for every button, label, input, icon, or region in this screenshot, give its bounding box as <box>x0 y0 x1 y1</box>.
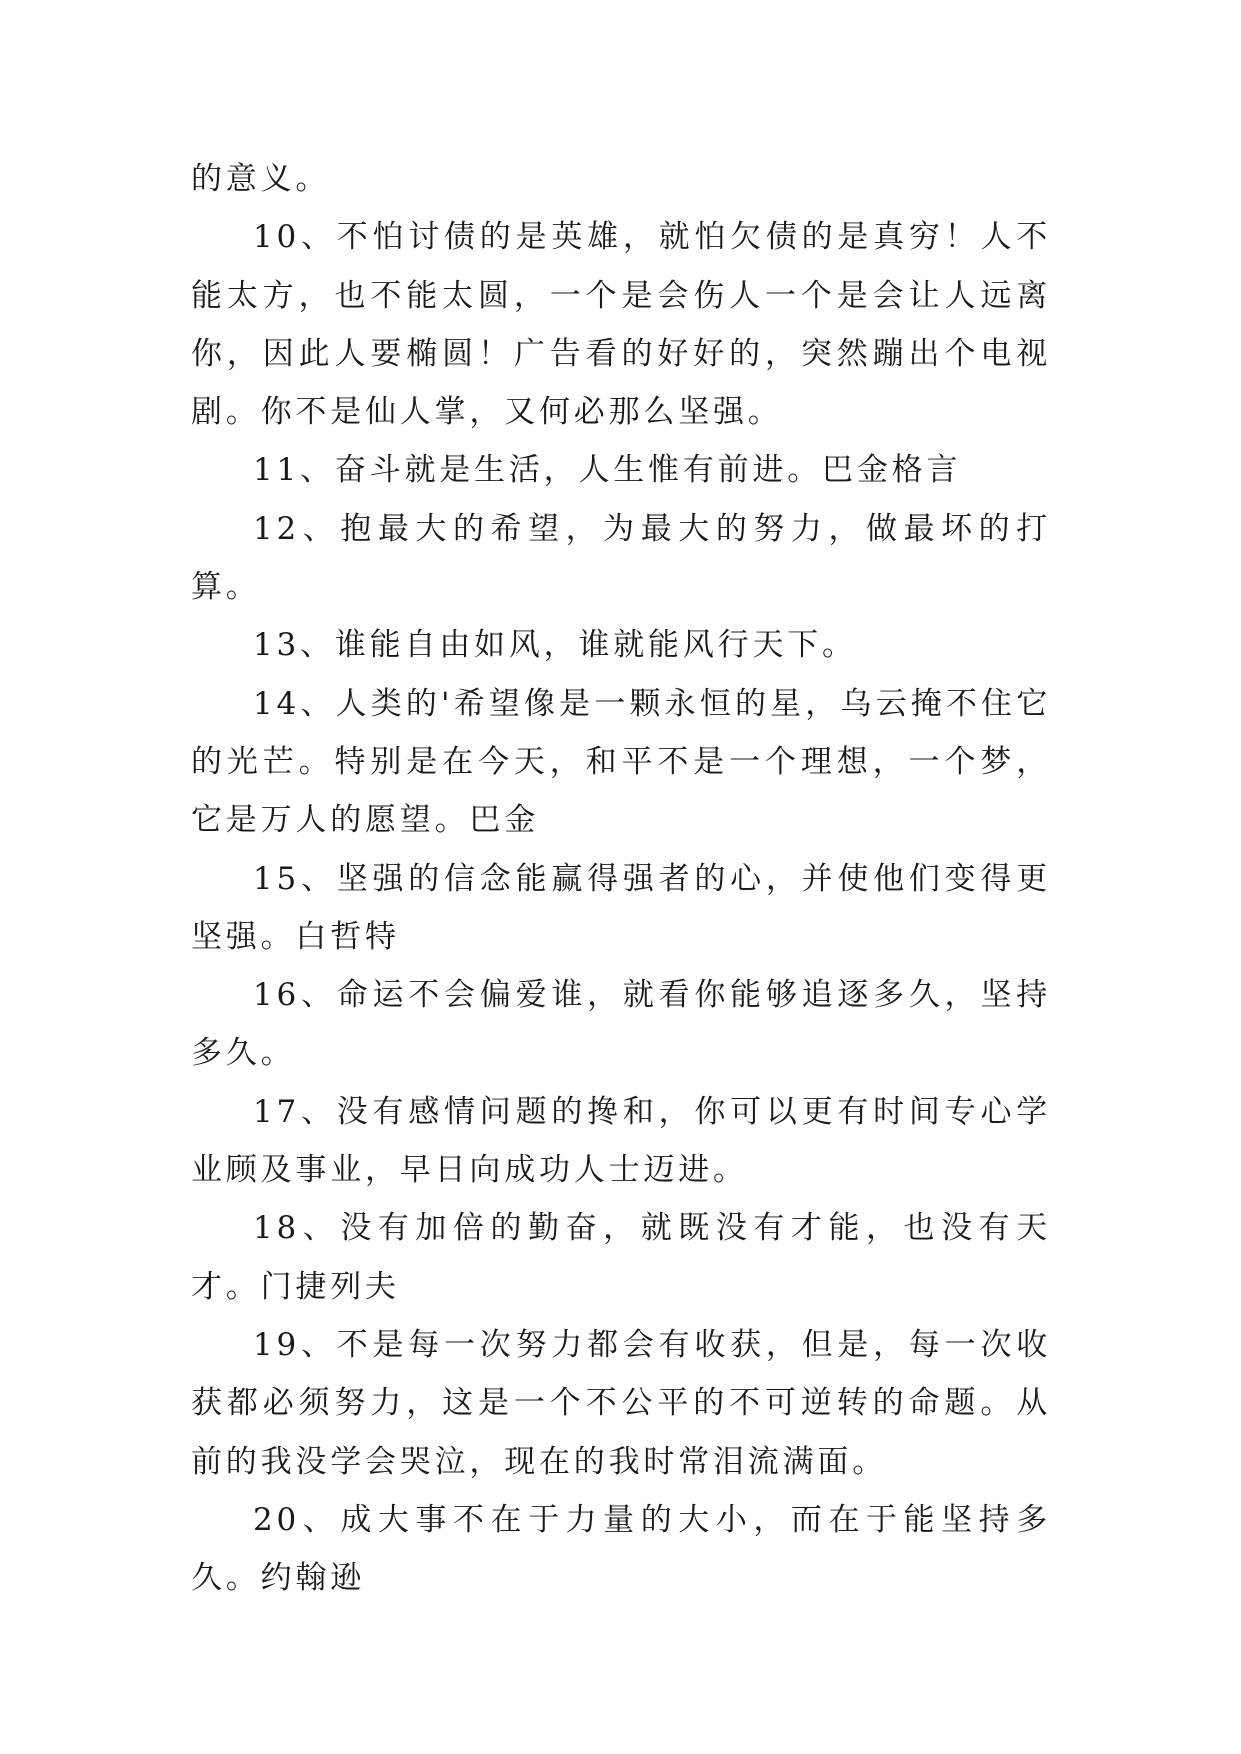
quote-paragraph-15: 15、坚强的信念能赢得强者的心，并使他们变得更坚强。白哲特 <box>191 860 1051 955</box>
quote-paragraph-20: 20、成大事不在于力量的大小，而在于能坚持多久。约翰逊 <box>191 1501 1051 1597</box>
quote-paragraph-11: 11、奋斗就是生活，人生惟有前进。巴金格言 <box>253 452 962 489</box>
paragraph-continuation: 的意义。 <box>191 161 331 197</box>
quote-paragraph-18: 18、没有加倍的勤奋，就既没有才能，也没有天才。门捷列夫 <box>191 1210 1051 1305</box>
quote-paragraph-16: 16、命运不会偏爱谁，就看你能够追逐多久，坚持多久。 <box>191 977 1051 1072</box>
quote-paragraph-14: 14、人类的'希望像是一颗永恒的星，乌云掩不住它的光芒。特别是在今天，和平不是一个理想，一个梦，它是万人的愿望。巴金 <box>191 685 1051 839</box>
quote-paragraph-13: 13、谁能自由如风，谁就能风行天下。 <box>253 627 857 664</box>
document-body <box>191 150 1051 1607</box>
quote-paragraph-19: 19、不是每一次努力都会有收获，但是，每一次收获都必须努力，这是一个不公平的不可逆转的命题。从前的我没学会哭泣，现在的我时常泪流满面。 <box>191 1326 1051 1480</box>
quote-paragraph-17: 17、没有感情问题的搀和，你可以更有时间专心学业顾及事业，早日向成功人士迈进。 <box>191 1093 1051 1189</box>
quote-paragraph-10: 10、不怕讨债的是英雄，就怕欠债的是真穷！人不能太方，也不能太圆，一个是会伤人一个是会让人远离你，因此人要椭圆！广告看的好好的，突然蹦出个电视剧。你不是仙人掌，又何必那么坚强。 <box>191 219 1051 431</box>
quote-paragraph-12: 12、抱最大的希望，为最大的努力，做最坏的打算。 <box>191 510 1051 606</box>
